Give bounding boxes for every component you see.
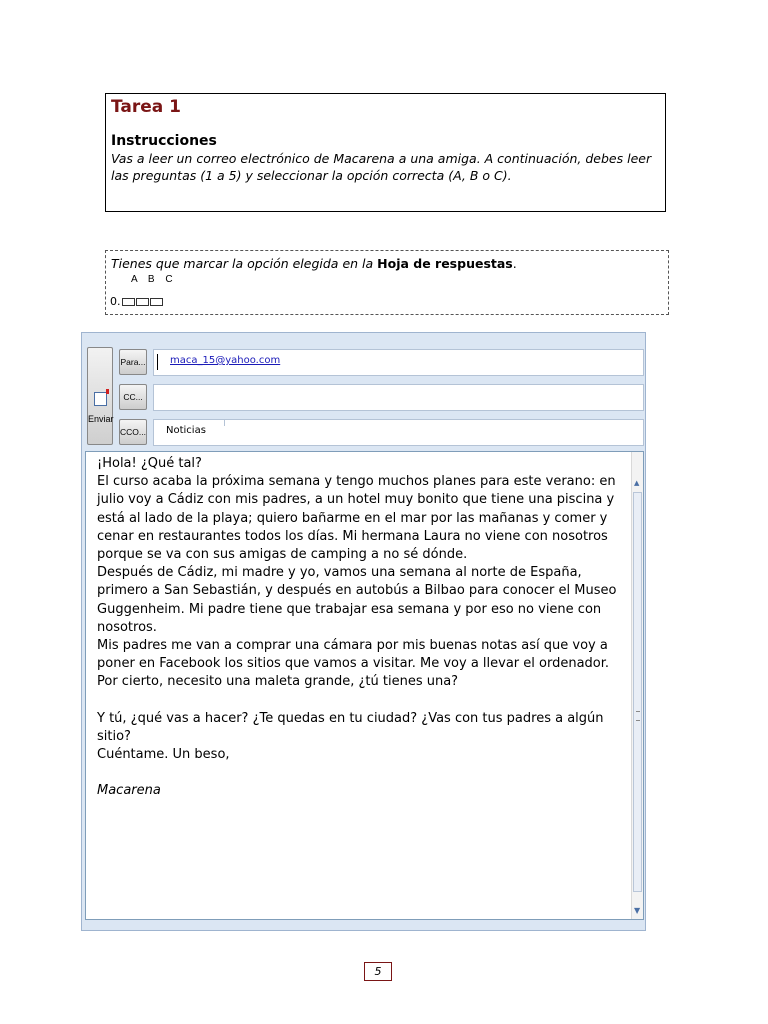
greeting: ¡Hola! ¿Qué tal? [97,456,202,471]
answer-sheet-box [105,250,669,315]
paragraph-2: Después de Cádiz, mi madre y yo, vamos una semana al norte de España, primero a San Sebastián, y después en autobús a Bilbao para conocer el Museo Guggenheim. Mi padre tiene que trabajar esa semana y por eso no viene con nosotros. [97,565,617,635]
subject-tab-edge [224,420,225,426]
text-caret [157,354,158,370]
answer-suffix: . [512,256,517,271]
email-window [81,332,646,931]
scroll-thumb[interactable] [633,492,642,892]
grip-icon [636,711,640,721]
closing: Cuéntame. Un beso, [97,747,230,763]
answer-prefix: Tienes que marcar la opción elegida en la [111,256,378,271]
checkbox-a[interactable] [122,298,135,306]
bcc-button[interactable]: CCO... [119,419,147,445]
email-body[interactable] [85,451,644,920]
send-button[interactable] [87,347,113,445]
blank-line [97,692,632,710]
page-number: 5 [364,962,392,981]
paragraph-4: Y tú, ¿qué vas a hacer? ¿Te quedas en tu ciudad? ¿Vas con tus padres a algún sitio? [97,710,604,744]
to-address[interactable]: maca_15@yahoo.com [170,355,281,366]
paragraph-1: El curso acaba la próxima semana y tengo muchos planes para este verano: en julio voy a Cádiz con mis padres, a un hotel muy bonito que tiene una piscina y está al lado de la playa; quiero bañarme en el mar por las mañanas y comer y cenar en restaurantes todos los días. Mi hermana Laura no viene con nosotros porque se va con sus amigas de camping a no sé dónde. [97,474,616,563]
send-label: Enviar [88,414,114,424]
checkbox-b[interactable] [136,298,149,306]
instructions-heading: Instrucciones [111,133,217,149]
signature: Macarena [97,783,161,799]
scroll-up-icon[interactable]: ▲ [634,479,640,487]
instructions-text: Vas a leer un correo electrónico de Macarena a una amiga. A continuación, debes leer las preguntas (1 a 5) y seleccionar la opción correcta (A, B o C). [111,151,652,183]
to-button[interactable]: Para... [119,349,147,375]
to-field[interactable] [153,349,644,376]
task-box [105,93,666,212]
checkbox-c[interactable] [150,298,163,306]
subject-value: Noticias [166,425,206,436]
cc-field[interactable] [153,384,644,411]
cc-button[interactable]: CC... [119,384,147,410]
answer-instruction [111,255,663,272]
vertical-scrollbar[interactable] [631,452,643,919]
example-number: 0. [110,295,121,308]
send-mail-icon [94,392,107,406]
paragraph-3: Mis padres me van a comprar una cámara por mis buenas notas así que voy a poner en Facebook los sitios que vamos a visitar. Me voy a llevar el ordenador. Por cierto, necesito una maleta grande, ¿tú tienes una? [97,638,610,690]
example-row [110,295,163,308]
scroll-down-icon[interactable]: ▼ [634,906,641,915]
task-title: Tarea 1 [111,97,182,117]
answer-sheet-name: Hoja de respuestas [377,256,513,271]
option-letters: A B C [131,274,173,285]
subject-field[interactable] [153,419,644,446]
message-text [97,455,632,800]
